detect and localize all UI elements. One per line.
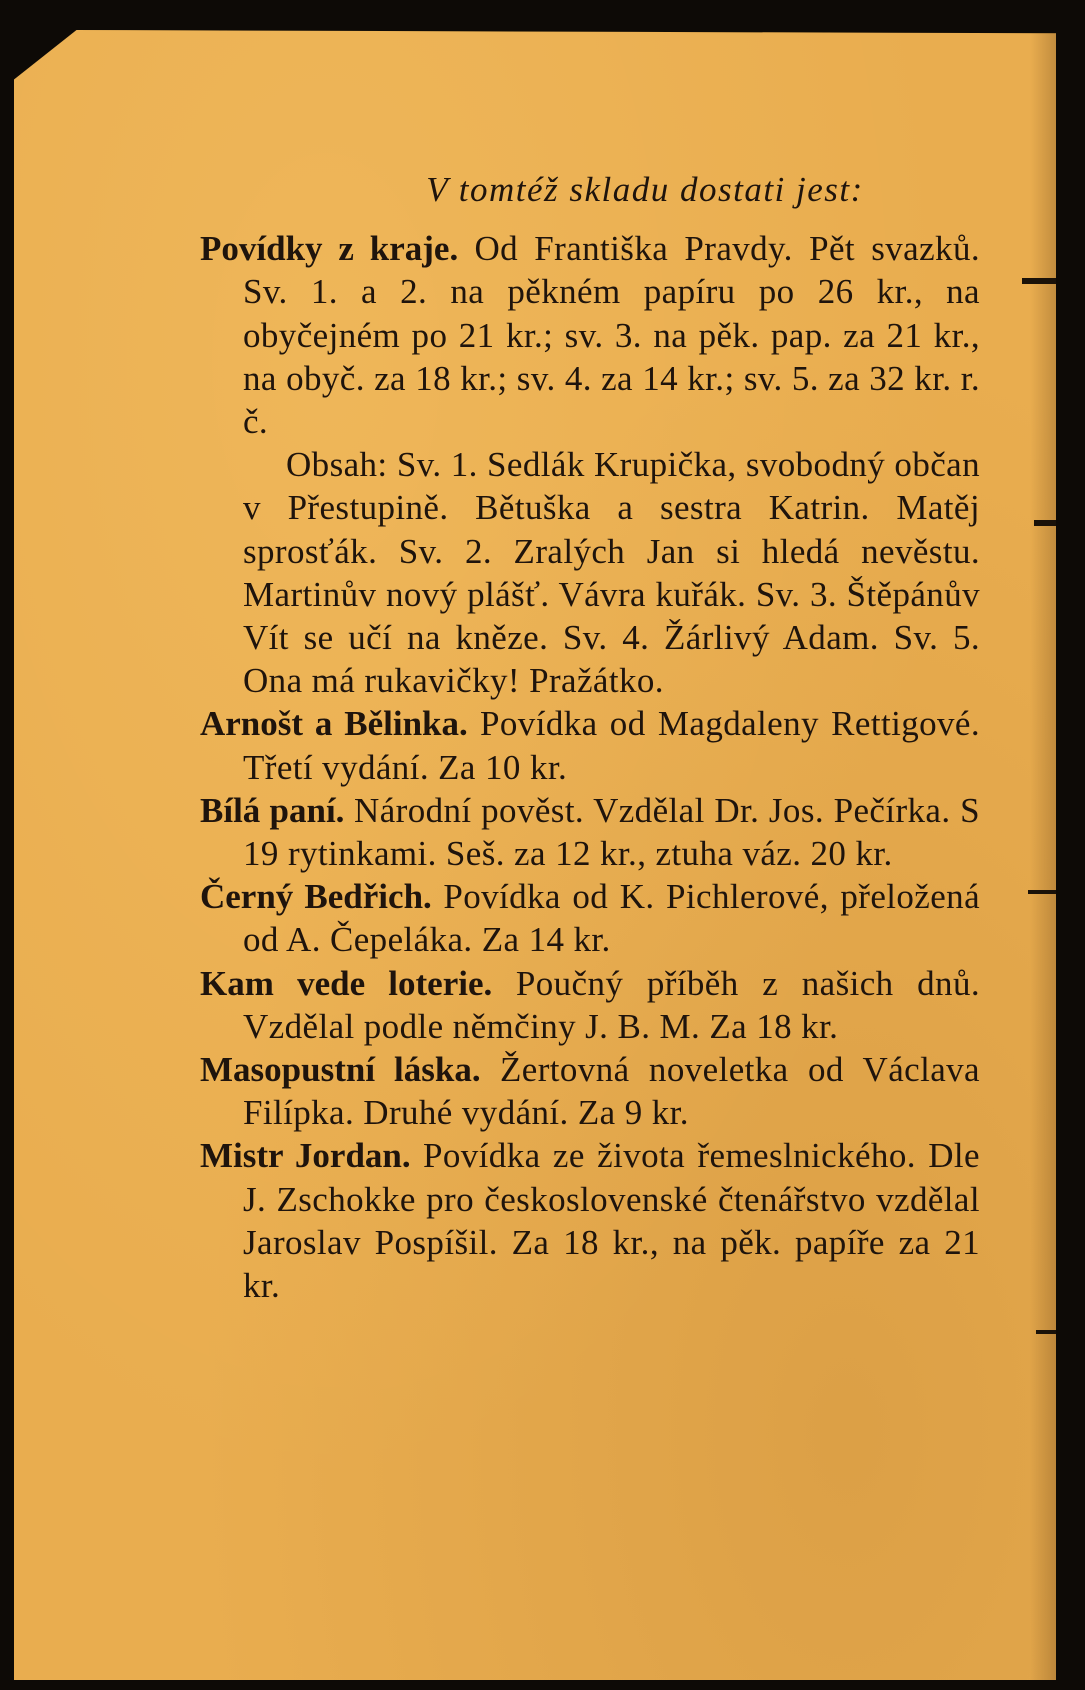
catalog-entry — [200, 962, 980, 1048]
entry-text: Žertovná noveletka od Václava Filípka. Druhé vydání. Za 9 kr. — [243, 1050, 980, 1133]
entry-text: Povídka od Magdaleny Rettigové. Třetí vydání. Za 10 kr. — [243, 704, 980, 787]
spine-mark — [1036, 1330, 1056, 1334]
entry-text: Povídka od K. Pichlerové, přeložená od A. Čepeláka. Za 14 kr. — [243, 877, 980, 960]
catalog-entry — [200, 1134, 980, 1307]
entry-text: Národní pověst. Vzdělal Dr. Jos. Pečírka. S 19 rytinkami. Seš. za 12 kr., ztuha váz. 20 kr. — [243, 790, 980, 874]
entry-contents: Obsah: Sv. 1. Sedlák Krupička, svobodný občan v Přestupině. Bětuška a sestra Katrin. Matěj sprosťák. Sv. 2. Zralých Jan si hledá nevěstu. Martinův nový plášť. Vávra kuřák. Sv. 3. Štěpánův Vít se učí na kněze. Sv. 4. Žárlivý Adam. Sv. 5. Ona má rukavičky! Pražátko. — [243, 445, 980, 701]
entry-text: Povídka ze života řemeslnického. Dle J. Zschokke pro československé čtenářstvo vzdělal Jaroslav Pospíšil. Za 18 kr., na pěk. papíře za 21 kr. — [243, 1136, 980, 1306]
entry-title: Bílá paní. — [200, 790, 345, 830]
spine-mark — [1034, 520, 1056, 526]
entry-text: Od Františka Pravdy. Pět svazků. Sv. 1. a 2. na pěkném papíru po 26 kr., na obyčejném po 21 kr.; sv. 3. na pěk. pap. za 21 kr., na obyč. za 18 kr.; sv. 4. za 14 kr.; sv. 5. za 32 kr. r. č. — [243, 229, 980, 442]
catalog-entry — [200, 1048, 980, 1134]
catalog-entry — [200, 227, 980, 443]
page-heading: V tomtéž skladu dostati jest: — [426, 170, 864, 209]
entry-title: Masopustní láska. — [200, 1050, 481, 1090]
catalog-entry — [200, 702, 980, 788]
entry-title: Kam vede loterie. — [200, 963, 493, 1003]
catalog-entry — [200, 789, 980, 875]
catalog-entry — [200, 875, 980, 961]
entry-title: Arnošt a Bělinka. — [200, 704, 468, 744]
entry-title: Povídky z kraje. — [200, 229, 459, 269]
entry-title: Černý Bedřich. — [200, 877, 432, 917]
entry-title: Mistr Jordan. — [200, 1136, 411, 1176]
spine-mark — [1028, 890, 1056, 894]
catalog-text — [200, 168, 980, 1307]
entry-text: Poučný příběh z našich dnů. Vzdělal podle němčiny J. B. M. Za 18 kr. — [243, 963, 980, 1046]
spine-mark — [1022, 278, 1056, 284]
